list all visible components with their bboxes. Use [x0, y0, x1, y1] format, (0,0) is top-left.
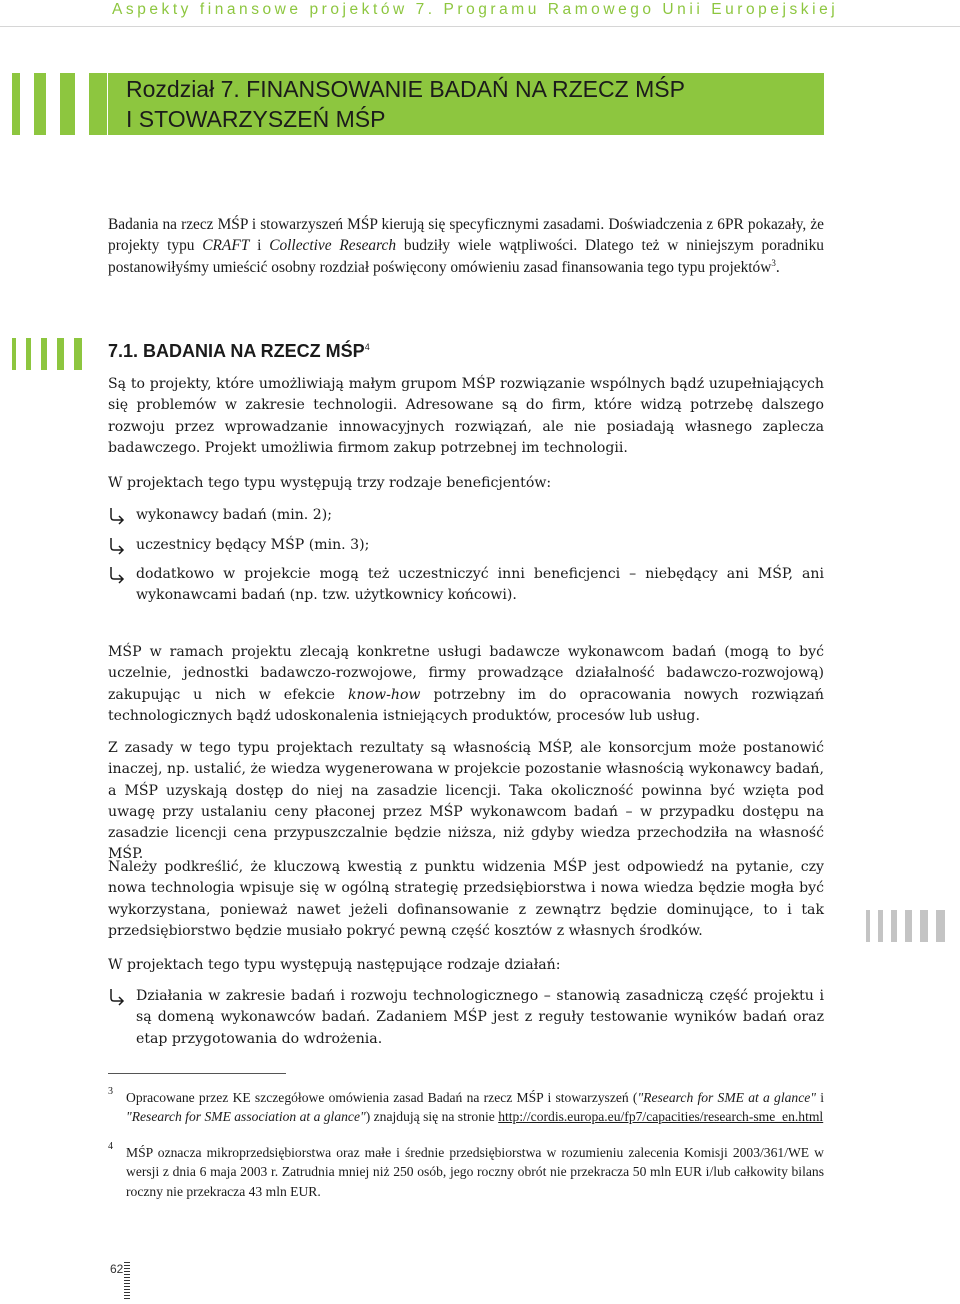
footnote-3 — [108, 1088, 824, 1127]
bullet-item — [108, 986, 824, 1050]
fn4-text: MŚP oznacza mikroprzedsiębiorstwa oraz małe i średnie przedsiębiorstwa w rozumieniu zalecenia Komisji 2003/361/WE w wersji z dnia 6 maja 2003 r. Zatrudnia mniej niż 250 osób, jego roczny obrót nie przekracza 50 mln EUR i/lub całkowity bilans roczny nie przekracza 43 mln EUR. — [126, 1145, 824, 1199]
bullet-text: Działania w zakresie badań i rozwoju technologicznego – stanowią zasadniczą część projektu i są domeną wykonawców badań. Zadaniem MŚP jest z reguły testowanie wyników badań oraz etap przygotowania do wdrożenia. — [136, 988, 824, 1047]
chapter-bars-decoration — [12, 73, 107, 135]
intro-em-collective: Collective Research — [269, 237, 397, 255]
chapter-title-line1: Rozdział 7. FINANSOWANIE BADAŃ NA RZECZ MŚP — [126, 76, 685, 102]
body-paragraph-5: Z zasady w tego typu projektach rezultaty są własnością MŚP, ale konsorcjum może postanowić inaczej, np. ustalić, że wiedza wygenerowana w projekcie pozostanie własnością wykonawcy badań, a MŚP uzyskają dostęp do niej na zasadzie licencji. Taka okoliczność powinna być wzięta pod uwagę przy ustalaniu ceny płaconej przez MŚP wykonawcom badań – w przypadku dostępu na zasadzie licencji cena przypuszczalnie będzie niższa, niż gdyby wiedza przechodziła na własność MŚP. — [108, 740, 824, 863]
fn3-em-2: "Research for SME association at a glance" — [126, 1109, 366, 1125]
section-bars-decoration — [12, 338, 82, 370]
page-number: 62 — [110, 1262, 124, 1276]
bullet-item — [108, 505, 824, 526]
fn3-em-1: "Research for SME at a glance" — [637, 1090, 816, 1105]
intro-em-craft: CRAFT — [202, 237, 250, 255]
footnote-4 — [108, 1143, 824, 1201]
footnote-number: 3 — [108, 1086, 113, 1097]
header-rule — [0, 26, 960, 27]
chapter-title-line2: I STOWARZYSZEŃ MŚP — [126, 106, 386, 132]
bullet-text: dodatkowo w projekcie mogą też uczestniczyć inni beneficjenci – niebędący ani MŚP, ani wykonawcami badań (np. tzw. użytkownicy końcowi). — [136, 566, 824, 604]
section-heading — [108, 338, 370, 364]
fn3-text-c: ) znajdują się na stronie — [365, 1109, 499, 1125]
intro-text-a: Badania na rzecz MŚP i stowarzyszeń MŚP kierują się specyficznymi zasadami. Doświadczenia z 6PR pokazały, że projekty typu — [108, 216, 824, 255]
section-title-text: 7.1. BADANIA NA RZECZ MŚP — [108, 341, 365, 361]
footnote-ref-4[interactable]: 4 — [364, 342, 370, 352]
chapter-title — [126, 74, 685, 134]
intro-text-end: . — [775, 258, 780, 276]
body-paragraph-6: Należy podkreślić, że kluczową kwestią z punktu widzenia MŚP jest odpowiedź na pytanie, czy nowa technologia wpisuje się w ogólną strategię przedsiębiorstwa i nowa wiedza będzie mogła być wykorzystana, ponieważ nawet jeżeli dofinansowanie z zewnątrz będzie dominujące, to i tak przedsiębiorstwo będzie musiało pokryć pewną część kosztów z własnych środków. — [108, 859, 824, 939]
fn3-text-a: Opracowane przez KE szczegółowe omówienia zasad Badań na rzecz MŚP i stowarzyszeń ( — [126, 1090, 638, 1105]
hook-arrow-icon — [108, 564, 126, 584]
bullet-item — [108, 564, 824, 607]
bullet-text: uczestnicy będący MŚP (min. 3); — [136, 537, 370, 553]
bullet-text: wykonawcy badań (min. 2); — [136, 507, 332, 523]
bullet-item — [108, 535, 824, 556]
hook-arrow-icon — [108, 535, 126, 555]
p4-text-a: MŚP w ramach projektu zlecają konkretne usługi badawcze wykonawcom badań (mogą to być uczelnie, jednostki badawczo-rozwojowe, firmy prowadzące działalność badawczo-rozwojową) zakupując u nich w efekcie — [108, 644, 824, 703]
footnote-number: 4 — [108, 1141, 113, 1152]
side-bars-decoration — [866, 910, 945, 942]
hook-arrow-icon — [108, 986, 126, 1006]
page-number-bars — [124, 1262, 130, 1300]
body-paragraph-2: Są to projekty, które umożliwiają małym grupom MŚP rozwiązanie wspólnych bądź uzupełniających się problemów w zakresie technologii. Adresowane są do firm, które widzą potrzebę dalszego rozwoju przez wprowadzanie innowacyjnych rozwiązań, ale nie posiadają własnego zaplecza badawczego. Projekt umożliwia firmom zakup potrzebnej im technologii. — [108, 376, 824, 456]
footnote-ref-3[interactable]: 3 — [771, 257, 776, 268]
hook-arrow-icon — [108, 505, 126, 525]
body-paragraph-3: W projektach tego typu występują trzy rodzaje beneficjentów: — [108, 475, 552, 491]
fn3-text-b: i — [815, 1090, 824, 1105]
footnote-separator — [108, 1073, 286, 1074]
cordis-link[interactable]: http://cordis.europa.eu/fp7/capacities/research-sme_en.html — [498, 1109, 824, 1125]
body-paragraph-4 — [108, 642, 824, 727]
body-paragraph-7: W projektach tego typu występują następujące rodzaje działań: — [108, 957, 561, 973]
running-header: Aspekty finansowe projektów 7. Programu Ramowego Unii Europejskiej — [112, 1, 839, 18]
p4-text-b: potrzebny im do opracowania nowych rozwiązań technologicznych bądź udoskonalenia istniejących produktów, procesów lub usług. — [108, 686, 824, 724]
p4-em-know-how: know-how — [347, 686, 421, 703]
intro-text-b: i — [249, 237, 270, 255]
intro-text-c: budziły wiele wątpliwości. Dlatego też w niniejszym poradniku postanowiłyśmy umieścić osobny rozdział poświęcony omówieniu zasad finansowania tego typu projektów — [108, 237, 824, 276]
intro-paragraph — [108, 214, 824, 278]
